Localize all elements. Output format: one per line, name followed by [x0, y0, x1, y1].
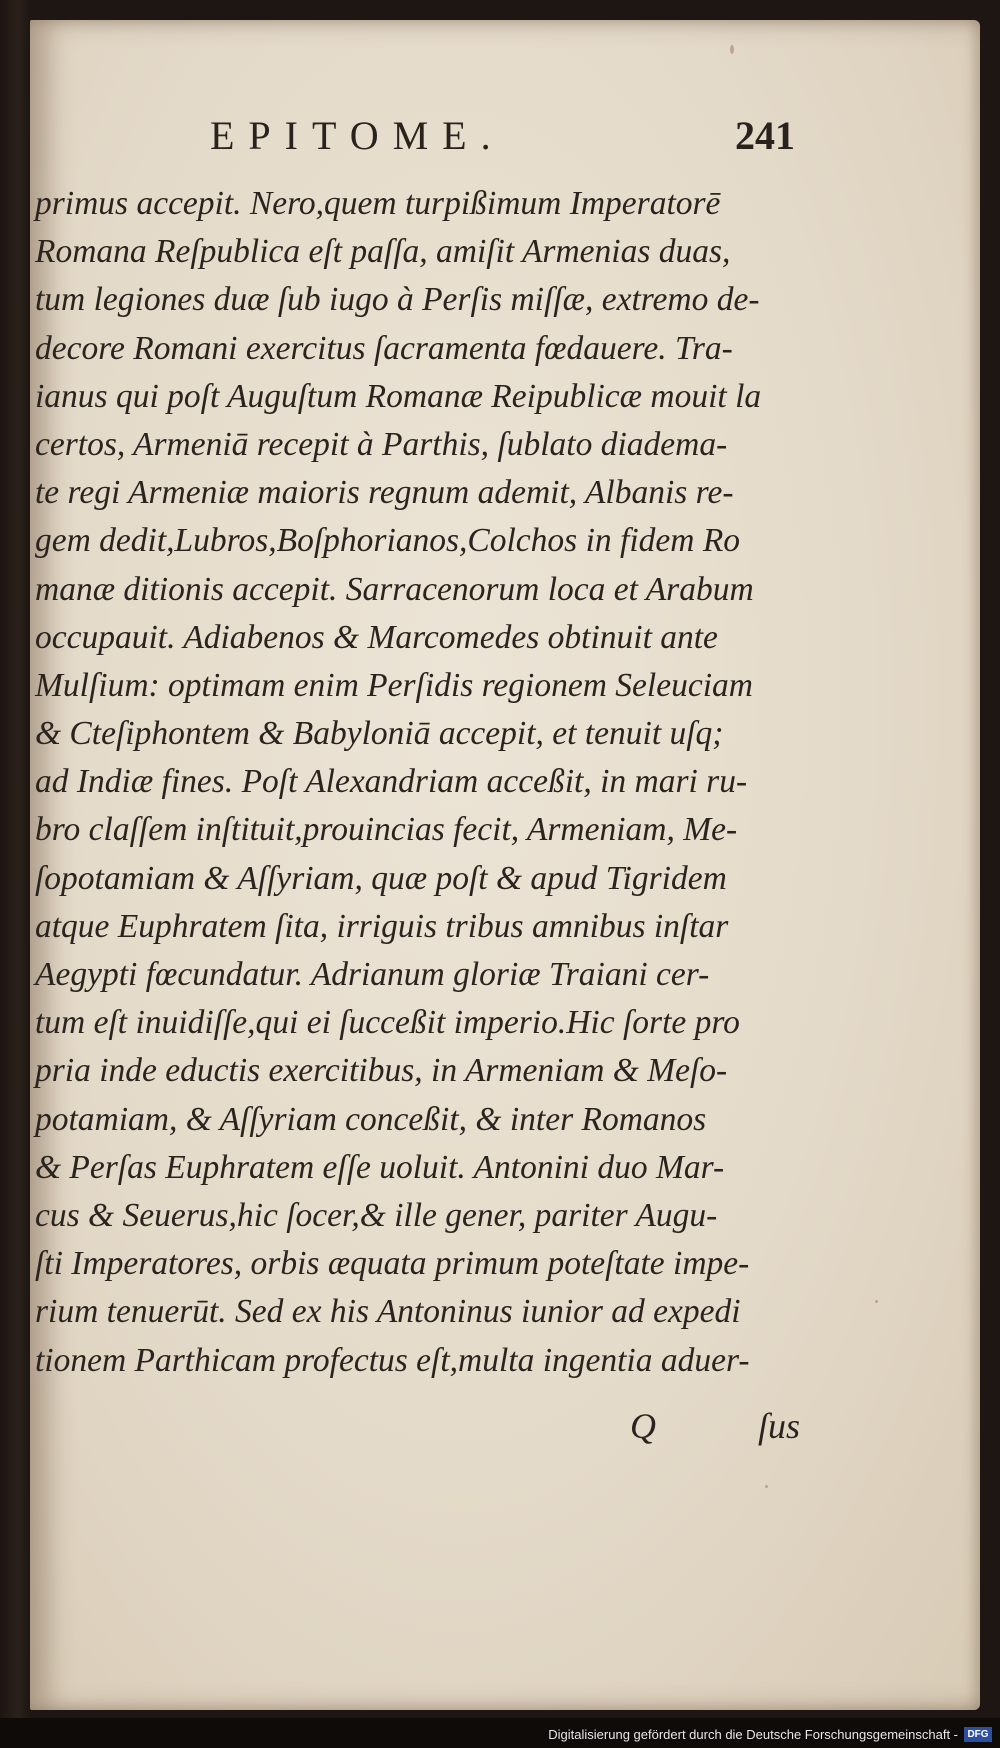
book-page	[30, 20, 980, 1710]
footer-bar	[0, 1718, 1000, 1748]
paper-blemish	[875, 1300, 878, 1303]
text-line: potamiam, & Aſſyriam conceßit, & inter Romanos	[35, 1100, 707, 1138]
signature-mark: Q	[630, 1406, 656, 1446]
text-line: ſopotamiam & Aſſyriam, quæ poſt & apud Tigridem	[35, 859, 727, 897]
text-line: certos, Armeniā recepit à Parthis, ſublato diadema-	[35, 425, 728, 463]
paper-blemish	[765, 1485, 768, 1488]
text-line: tum legiones duæ ſub iugo à Perſis miſſæ, extremo de-	[35, 281, 760, 319]
catchword: ſus	[758, 1406, 801, 1446]
text-line: ſti Imperatores, orbis æquata primum poteſtate impe-	[35, 1245, 750, 1283]
footer-credit: Digitalisierung gefördert durch die Deutsche Forschungsgemeinschaft -	[548, 1727, 958, 1742]
text-line: Mulſium: optimam enim Perſidis regionem Seleuciam	[35, 666, 753, 704]
text-line: Romana Reſpublica eſt paſſa, amiſit Armenias duas,	[35, 233, 731, 271]
text-line: pria inde eductis exercitibus, in Armeniam & Meſo-	[35, 1052, 728, 1090]
running-head-title: EPITOME.	[210, 113, 505, 158]
text-line: tionem Parthicam profectus eſt,multa ingentia aduer-	[35, 1341, 750, 1379]
text-line: decore Romani exercitus ſacramenta fœdauere. Tra-	[35, 329, 733, 367]
text-line: gem dedit,Lubros,Boſphorianos,Colchos in fidem Ro	[35, 522, 741, 560]
text-line: occupauit. Adiabenos & Marcomedes obtinuit ante	[35, 618, 718, 656]
text-line: te regi Armeniæ maioris regnum ademit, Albanis re-	[35, 474, 734, 512]
text-line: ad Indiæ fines. Poſt Alexandriam acceßit, in mari ru-	[35, 763, 748, 801]
page-number: 241	[735, 113, 795, 158]
text-line: cus & Seuerus,hic ſocer,& ille gener, pariter Augu-	[35, 1196, 718, 1234]
text-block	[35, 180, 835, 1385]
text-line: Aegypti fœcundatur. Adrianum gloriæ Traiani cer-	[35, 956, 710, 993]
paper-blemish	[730, 45, 734, 54]
text-line: tum eſt inuidiſſe,qui ei ſucceßit imperio.Hic ſorte pro	[35, 1004, 740, 1042]
text-line: primus accepit. Nero,quem turpißimum Imperatorē	[35, 185, 721, 222]
text-line: & Perſas Euphratem eſſe uoluit. Antonini duo Mar-	[35, 1148, 725, 1186]
running-head	[30, 112, 980, 172]
text-line: ianus qui poſt Auguſtum Romanæ Reipublicæ mouit la	[35, 377, 762, 415]
text-line: bro claſſem inſtituit,prouincias fecit, Armeniam, Me-	[35, 811, 738, 849]
dfg-logo: DFG	[964, 1727, 992, 1742]
text-line: rium tenuerūt. Sed ex his Antoninus iunior ad expedi	[35, 1293, 741, 1331]
text-line: atque Euphratem ſita, irriguis tribus amnibus inſtar	[35, 907, 729, 945]
text-line: manæ ditionis accepit. Sarracenorum loca et Arabum	[35, 570, 754, 608]
text-line: & Cteſiphontem & Babyloniā accepit, et tenuit uſq;	[35, 715, 724, 753]
